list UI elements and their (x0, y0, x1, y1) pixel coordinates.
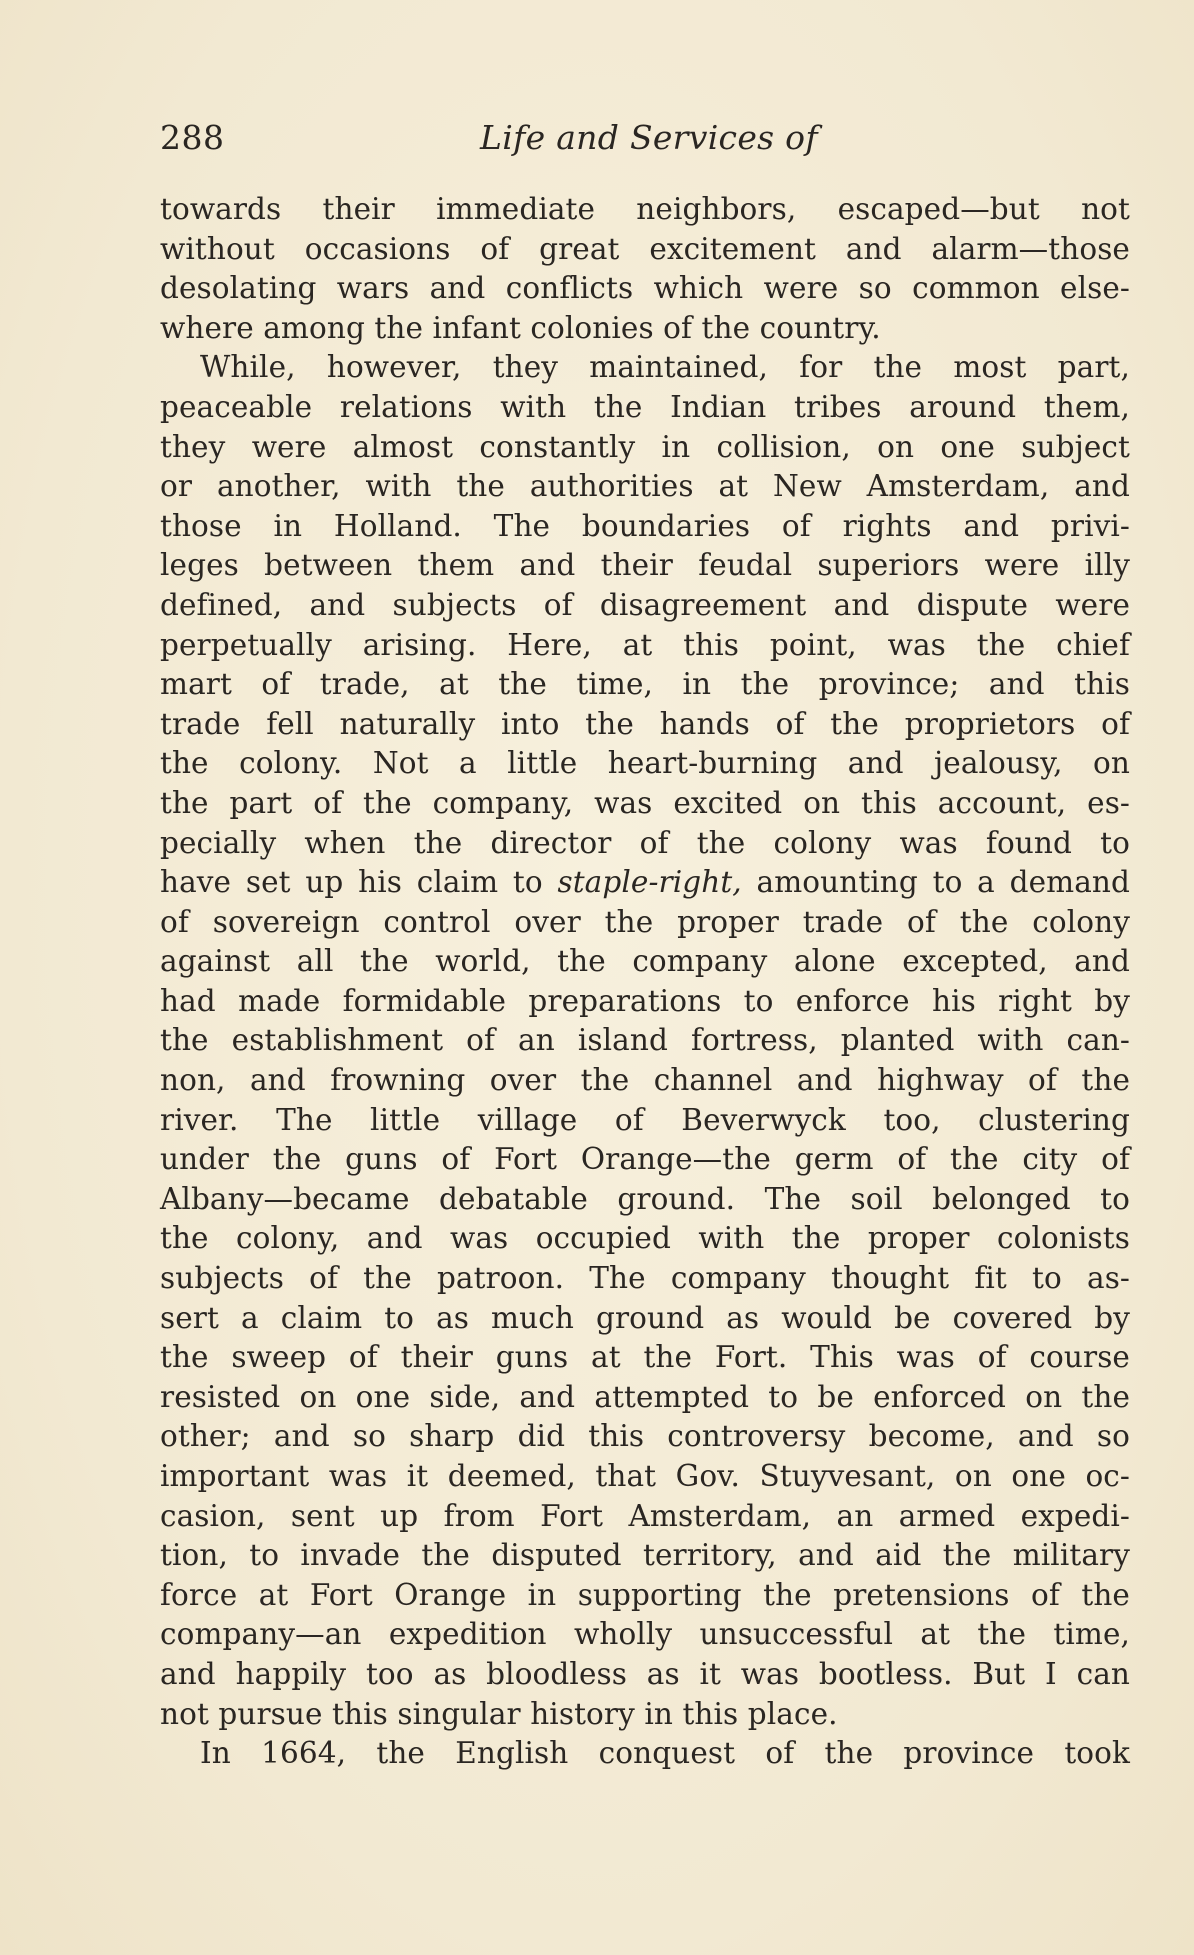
line-part: amounting to a demand (756, 865, 1130, 900)
text-line: desolating wars and conflicts which were so common else- (160, 271, 1130, 306)
text-line: leges between them and their feudal superiors were illy (160, 548, 1130, 583)
text-line: resisted on one side, and attempted to be enforced on the (160, 1379, 1130, 1414)
text-line: non, and frowning over the channel and highway of the (160, 1063, 1130, 1098)
text-line: subjects of the patroon. The company thought fit to as- (160, 1261, 1130, 1296)
text-line: company—an expedition wholly unsuccessful at the time, (160, 1617, 1130, 1652)
text-line: the establishment of an island fortress, planted with can- (160, 1023, 1130, 1058)
italic-term: staple-right, (557, 865, 742, 900)
text-line: where among the infant colonies of the country. (160, 310, 881, 345)
text-line: and happily too as bloodless as it was bootless. But I can (160, 1656, 1130, 1691)
running-head (160, 118, 1160, 162)
text-line: casion, sent up from Fort Amsterdam, an armed expedi- (160, 1498, 1130, 1533)
text-line: sert a claim to as much ground as would be covered by (160, 1300, 1130, 1335)
text-line: of sovereign control over the proper trade of the colony (160, 904, 1130, 939)
text-line: those in Holland. The boundaries of rights and privi- (160, 508, 1130, 543)
text-line: the colony, and was occupied with the proper colonists (160, 1221, 1130, 1256)
text-line: or another, with the authorities at New Amsterdam, and (160, 469, 1130, 504)
body-text (160, 190, 1130, 1774)
text-line: had made formidable preparations to enforce his right by (160, 983, 1130, 1018)
text-line: not pursue this singular history in this place. (160, 1696, 838, 1731)
text-line: without occasions of great excitement and alarm—those (160, 231, 1130, 266)
text-line: pecially when the director of the colony was found to (160, 825, 1130, 860)
text-line: peaceable relations with the Indian tribes around them, (160, 389, 1130, 424)
text-line: tion, to invade the disputed territory, and aid the military (160, 1538, 1130, 1573)
line-part: have set up his claim to (160, 865, 543, 900)
text-line: river. The little village of Beverwyck too, clustering (160, 1102, 1130, 1137)
text-line: While, however, they maintained, for the most part, (200, 350, 1130, 385)
text-line-mixed (160, 863, 1130, 903)
text-line: force at Fort Orange in supporting the pretensions of the (160, 1577, 1130, 1612)
text-line: under the guns of Fort Orange—the germ of the city of (160, 1142, 1130, 1177)
running-title: Life and Services of (480, 118, 818, 157)
text-line: Albany—became debatable ground. The soil belonged to (160, 1181, 1130, 1216)
text-line: the colony. Not a little heart-burning and jealousy, on (160, 746, 1130, 781)
text-line: In 1664, the English conquest of the province took (200, 1736, 1130, 1771)
text-line: mart of trade, at the time, in the province; and this (160, 667, 1130, 702)
page-number: 288 (160, 118, 225, 157)
text-line: against all the world, the company alone excepted, and (160, 944, 1130, 979)
text-line: the part of the company, was excited on this account, es- (160, 785, 1130, 820)
text-line: important was it deemed, that Gov. Stuyvesant, on one oc- (160, 1459, 1130, 1493)
text-line: trade fell naturally into the hands of the proprietors of (160, 706, 1130, 741)
text-line: perpetually arising. Here, at this point, was the chief (160, 627, 1130, 662)
text-line: the sweep of their guns at the Fort. This was of course (160, 1340, 1130, 1375)
text-line: defined, and subjects of disagreement and dispute were (160, 587, 1130, 622)
text-line: other; and so sharp did this controversy become, and so (160, 1419, 1130, 1454)
text-line: they were almost constantly in collision, on one subject (160, 429, 1130, 464)
text-line: towards their immediate neighbors, escaped—but not (160, 192, 1130, 226)
